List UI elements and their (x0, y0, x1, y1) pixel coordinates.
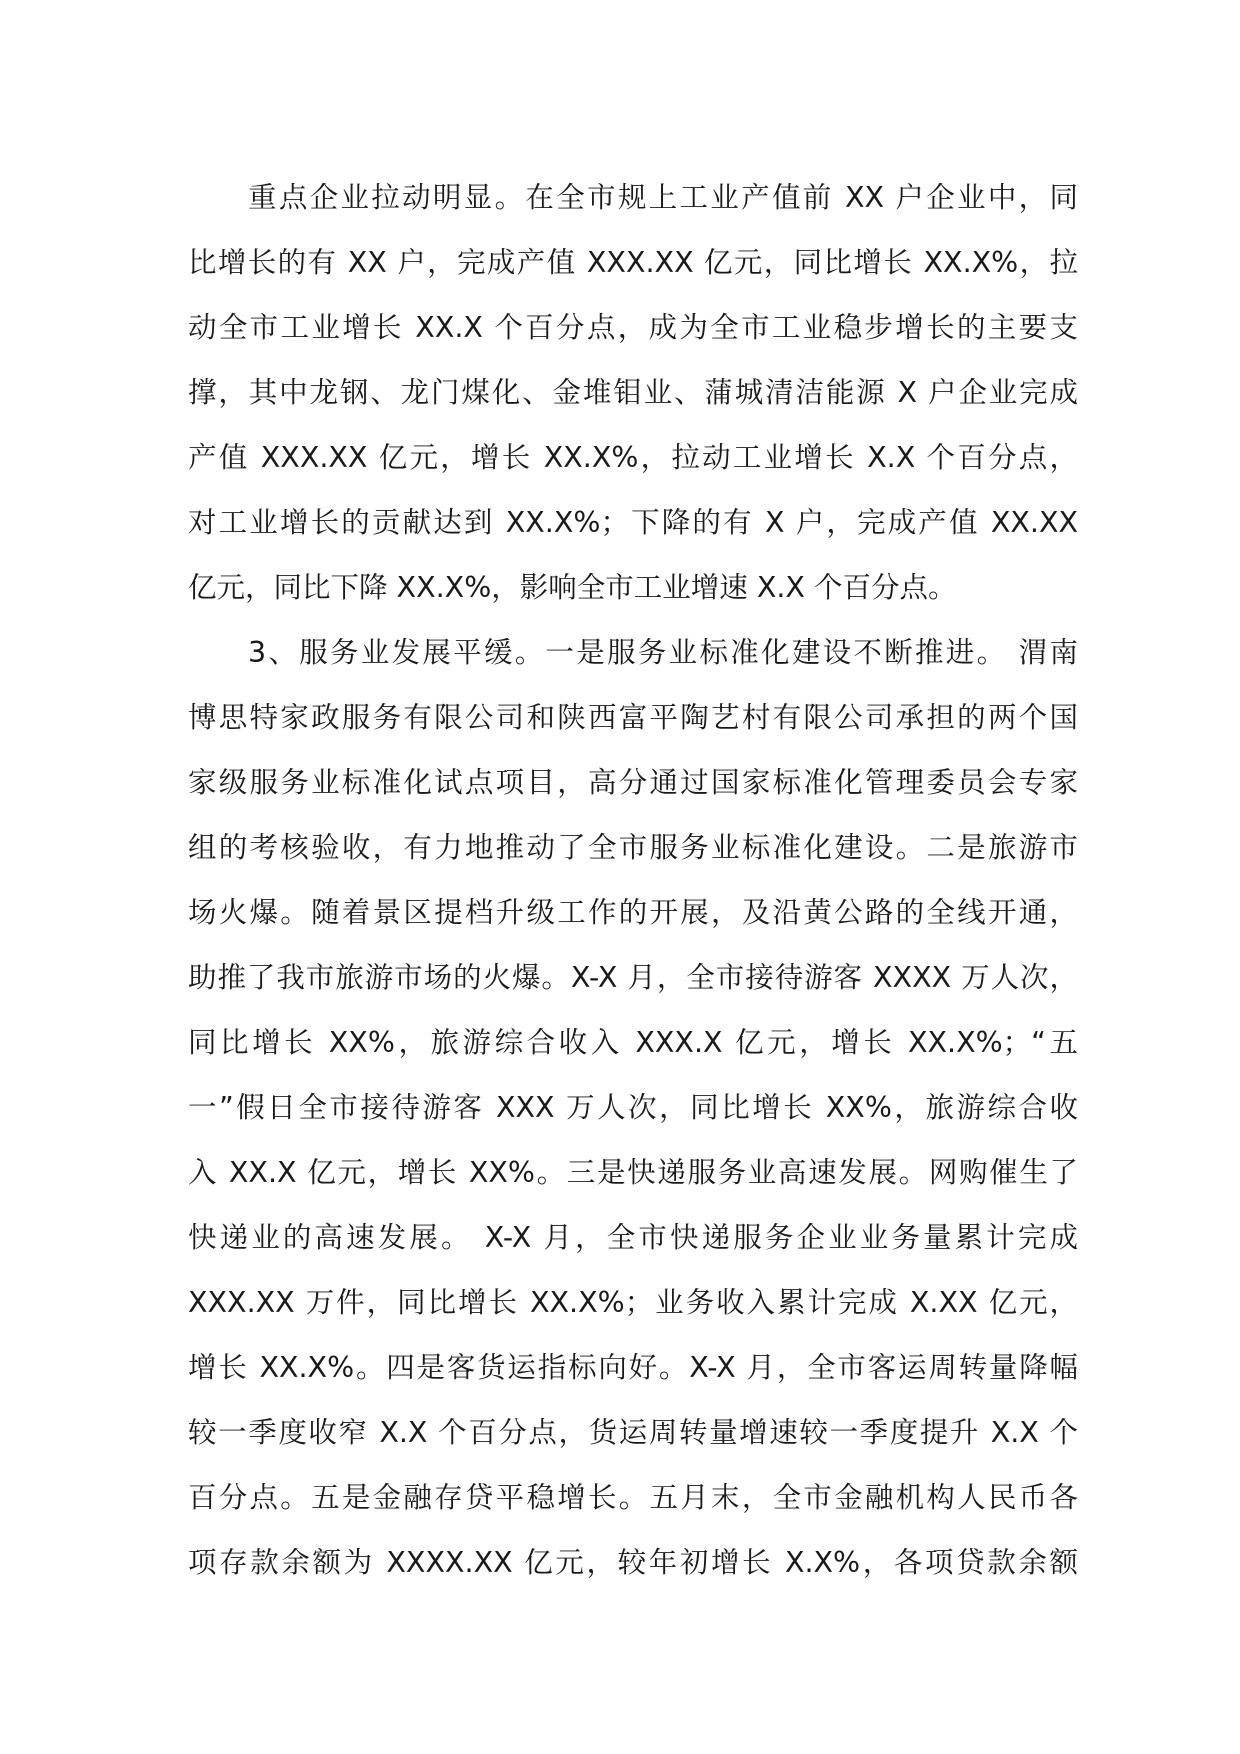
text-line: XXX.XX 万件，同比增长 XX.X%；业务收入累计完成 X.XX 亿元， (188, 1286, 1078, 1319)
text-line: 比增长的有 XX 户，完成产值 XXX.XX 亿元，同比增长 XX.X%，拉 (188, 246, 1078, 279)
text-line: 一”假日全市接待游客 XXX 万人次，同比增长 XX%，旅游综合收 (188, 1091, 1078, 1124)
text-line: 产值 XXX.XX 亿元，增长 XX.X%，拉动工业增长 X.X 个百分点， (188, 441, 1078, 474)
paragraph-key-enterprises (188, 165, 1078, 620)
document-body (188, 165, 1078, 1595)
text-line: 动全市工业增长 XX.X 个百分点，成为全市工业稳步增长的主要支 (188, 311, 1078, 344)
text-line: 家级服务业标准化试点项目，高分通过国家标准化管理委员会专家 (188, 766, 1078, 799)
text-line: 博思特家政服务有限公司和陕西富平陶艺村有限公司承担的两个国 (188, 701, 1078, 734)
text-line: 项存款余额为 XXXX.XX 亿元，较年初增长 X.X%，各项贷款余额 (188, 1546, 1078, 1579)
text-line: 百分点。五是金融存贷平稳增长。五月末，全市金融机构人民币各 (188, 1481, 1078, 1514)
text-line: 亿元，同比下降 XX.X%，影响全市工业增速 X.X 个百分点。 (188, 571, 957, 604)
text-line: 3、服务业发展平缓。一是服务业标准化建设不断推进。 渭南 (248, 636, 1078, 669)
text-line: 重点企业拉动明显。在全市规上工业产值前 XX 户企业中，同 (248, 181, 1078, 214)
text-line: 场火爆。随着景区提档升级工作的开展，及沿黄公路的全线开通， (188, 896, 1078, 929)
text-line: 同比增长 XX%，旅游综合收入 XXX.X 亿元，增长 XX.X%；“五 (188, 1026, 1078, 1059)
paragraph-service-industry (188, 620, 1078, 1595)
text-line: 对工业增长的贡献达到 XX.X%；下降的有 X 户，完成产值 XX.XX (188, 506, 1078, 539)
text-line: 撑，其中龙钢、龙门煤化、金堆钼业、蒲城清洁能源 X 户企业完成 (188, 376, 1078, 409)
text-line: 组的考核验收，有力地推动了全市服务业标准化建设。二是旅游市 (188, 831, 1078, 864)
text-line: 增长 XX.X%。四是客货运指标向好。X-X 月，全市客运周转量降幅 (188, 1351, 1078, 1384)
text-line: 助推了我市旅游市场的火爆。X-X 月，全市接待游客 XXXX 万人次， (188, 961, 1078, 994)
text-line: 快递业的高速发展。 X-X 月，全市快递服务企业业务量累计完成 (188, 1221, 1078, 1254)
text-line: 较一季度收窄 X.X 个百分点，货运周转量增速较一季度提升 X.X 个 (188, 1416, 1078, 1449)
text-line: 入 XX.X 亿元，增长 XX%。三是快递服务业高速发展。网购催生了 (188, 1156, 1078, 1189)
